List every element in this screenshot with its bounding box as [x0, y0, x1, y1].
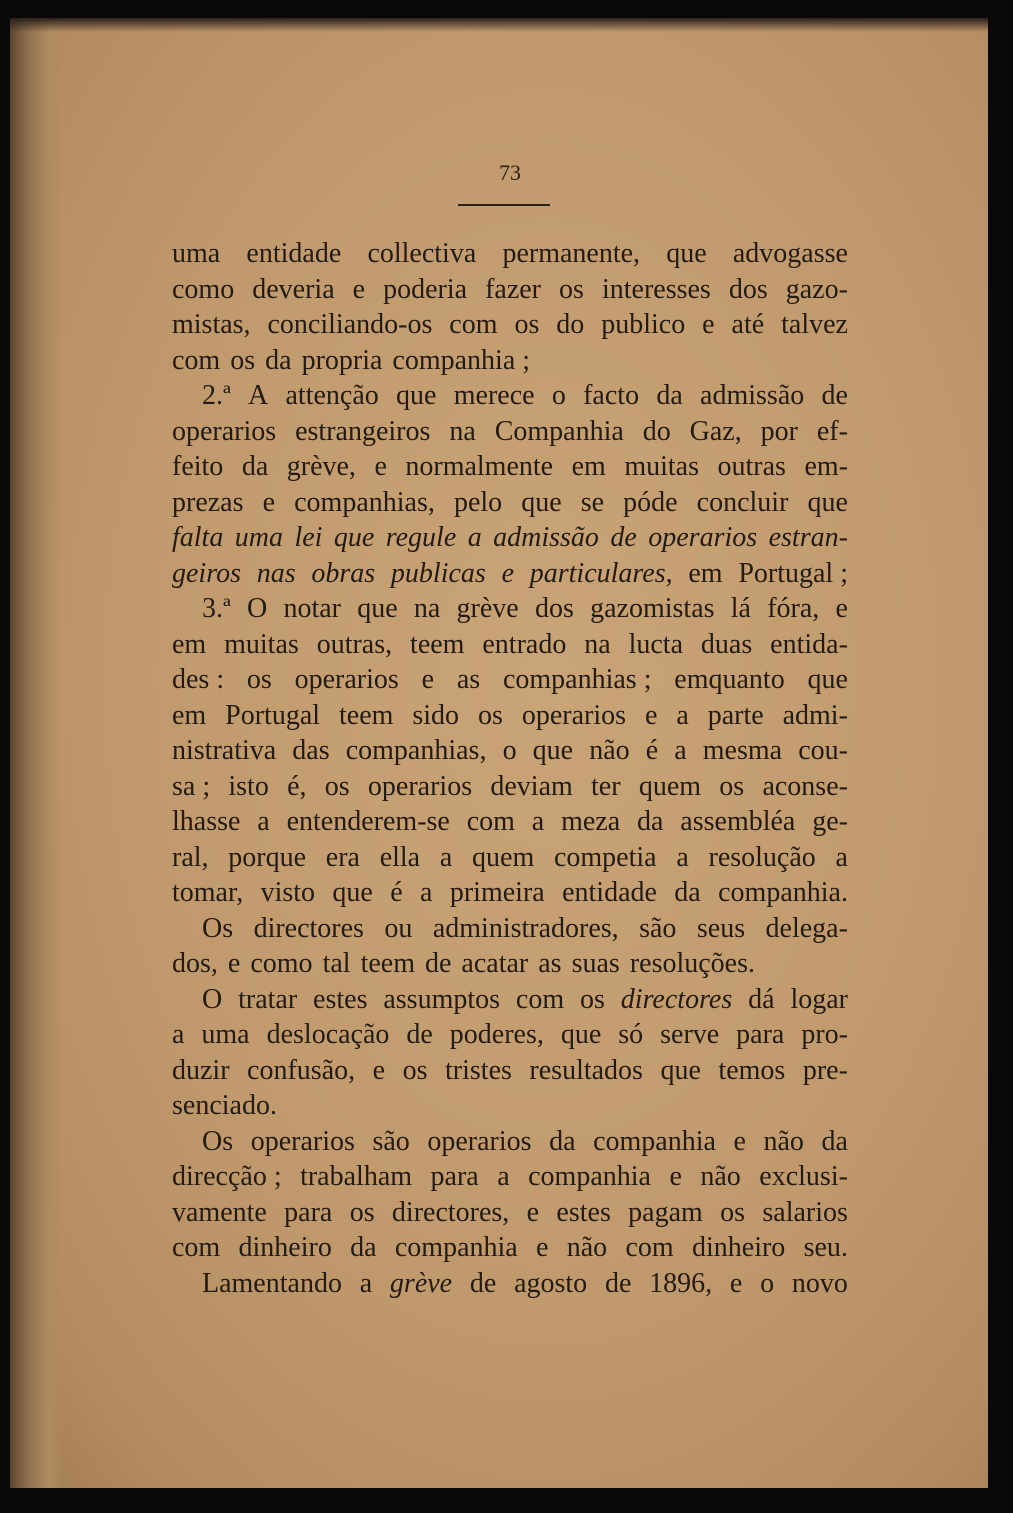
word: prezas — [172, 486, 244, 518]
word: a — [467, 522, 482, 553]
text-line — [172, 1053, 848, 1089]
word: estran- — [768, 522, 848, 553]
word: os — [349, 1196, 375, 1228]
text-line — [172, 627, 848, 663]
text-line — [172, 733, 848, 769]
word: são — [639, 912, 677, 944]
word: de — [604, 1267, 632, 1299]
word: 1896, — [649, 1267, 713, 1299]
word: porque — [228, 841, 307, 873]
word: gazomistas — [590, 593, 715, 624]
page-number: 73 — [499, 160, 521, 185]
word: e — [733, 1125, 746, 1157]
word: operarios — [250, 1125, 355, 1157]
word: ef- — [816, 415, 848, 447]
word: em- — [804, 451, 848, 482]
word: administradores, — [432, 912, 619, 944]
word: é — [390, 877, 403, 908]
word: temos — [718, 1054, 786, 1086]
word: na — [413, 593, 441, 624]
word: collectiva — [367, 238, 477, 269]
word: é — [645, 735, 659, 766]
word: assembléa — [680, 806, 796, 837]
word: em — [172, 628, 207, 660]
word: directores — [253, 912, 364, 944]
text-line — [172, 378, 848, 414]
word: estrangeiros — [295, 415, 431, 447]
word: e — [374, 451, 387, 482]
text-line — [172, 946, 848, 982]
book-page — [10, 18, 988, 1488]
word: a — [835, 841, 848, 873]
word: teem — [360, 948, 415, 979]
word: parte — [707, 699, 764, 731]
word: notar — [283, 593, 341, 624]
word: duas — [700, 628, 753, 660]
word: O — [246, 593, 268, 624]
word: que — [807, 664, 848, 695]
word: da — [265, 344, 292, 376]
word: e — [227, 948, 241, 979]
word: para — [430, 1161, 479, 1192]
word: e — [262, 486, 276, 518]
word: os — [580, 983, 605, 1015]
word: dinheiro — [238, 1232, 332, 1263]
word: a — [676, 699, 689, 731]
text-line — [172, 449, 848, 485]
word: operarios — [648, 522, 758, 553]
word: a — [420, 877, 433, 908]
word: que — [666, 238, 707, 269]
word: advogasse — [732, 238, 848, 269]
word: ge- — [812, 806, 848, 837]
word: assumptos — [383, 983, 501, 1015]
word: senciado. — [172, 1090, 277, 1121]
word: companhia. — [718, 877, 848, 908]
word: grève — [389, 1267, 453, 1299]
word: operarios — [294, 664, 399, 695]
text-line — [172, 1159, 848, 1195]
word: cou- — [798, 735, 848, 766]
word: tristes — [445, 1054, 512, 1086]
word: uma — [234, 522, 284, 553]
word: teem — [338, 699, 394, 731]
word: operarios — [172, 415, 277, 447]
word: das — [292, 735, 330, 766]
word: dos — [728, 273, 768, 305]
text-line — [172, 698, 848, 734]
word: logar — [790, 983, 848, 1015]
word: dos — [534, 593, 574, 624]
word: admi- — [782, 699, 848, 731]
text-line — [172, 520, 848, 556]
word: a — [676, 841, 689, 873]
text-line — [172, 1266, 848, 1302]
word: facto — [583, 380, 640, 411]
word: o — [551, 380, 566, 411]
word: delega- — [765, 912, 848, 944]
word: regule — [385, 522, 457, 553]
word: na — [449, 415, 476, 447]
word: em — [688, 557, 723, 589]
word: como — [250, 948, 313, 979]
word: com — [625, 1232, 674, 1263]
text-line — [172, 236, 848, 272]
word: mesma — [702, 735, 783, 766]
word: deslocação — [266, 1019, 390, 1050]
word: admissão — [700, 380, 805, 411]
word: operarios — [521, 699, 626, 731]
word: de — [424, 948, 452, 979]
word: a — [439, 841, 453, 873]
word: outras, — [316, 628, 393, 660]
header-rule — [458, 204, 550, 206]
word: Companhia — [494, 415, 624, 447]
word: agosto — [514, 1267, 588, 1299]
page-top-edge — [10, 18, 988, 32]
word: que — [660, 1054, 701, 1086]
word: companhias, — [294, 486, 435, 518]
word: póde — [623, 486, 678, 518]
word: Lamentando — [202, 1267, 342, 1299]
word: confusão, — [247, 1054, 356, 1086]
word: que — [807, 486, 848, 518]
word: conciliando-os — [267, 309, 433, 340]
word: feito — [172, 451, 224, 482]
word: particulares, — [529, 557, 673, 589]
word: acatar — [461, 948, 529, 979]
text-line — [172, 911, 848, 947]
word: muitas — [624, 451, 699, 482]
word: attenção — [285, 380, 379, 411]
word: e — [352, 273, 366, 305]
word: não — [700, 1161, 741, 1192]
word: para — [284, 1196, 333, 1228]
word: dinheiro — [691, 1232, 786, 1263]
word: da — [637, 806, 664, 837]
word: as — [538, 948, 562, 979]
word: dos, — [172, 948, 218, 979]
text-line — [172, 1195, 848, 1231]
word: novo — [791, 1267, 848, 1299]
word: seus — [696, 912, 746, 944]
word: a — [359, 1267, 373, 1299]
word: que — [357, 593, 398, 624]
word: admissão — [493, 522, 599, 553]
word: é, — [287, 770, 307, 802]
word: competia — [553, 841, 657, 873]
word: não — [763, 1125, 804, 1157]
word: geiros — [172, 557, 241, 589]
word: falta — [172, 522, 224, 553]
word: lei — [294, 522, 323, 553]
word: da — [656, 380, 683, 411]
word: tratar — [238, 983, 298, 1015]
word: até — [731, 309, 765, 340]
word: e — [501, 557, 514, 589]
word: aconse- — [762, 770, 848, 802]
word: 3.ª — [202, 593, 231, 624]
word: nas — [256, 557, 296, 589]
text-line — [172, 307, 848, 343]
word: com — [515, 983, 565, 1015]
word: quem — [472, 841, 535, 873]
word: e — [526, 1196, 540, 1228]
word: seu. — [803, 1232, 848, 1263]
word: ter — [591, 770, 621, 802]
word: a — [531, 806, 545, 837]
word: da — [821, 1125, 848, 1157]
text-line — [172, 1017, 848, 1053]
text-line — [172, 556, 848, 592]
word: salarios — [762, 1196, 848, 1228]
word: resolução — [708, 841, 816, 873]
word: do — [642, 415, 671, 447]
word: primeira — [449, 877, 545, 908]
word: publico — [601, 309, 686, 340]
word: poderia — [383, 273, 468, 305]
word: entida- — [770, 628, 848, 660]
word: e — [644, 699, 658, 731]
word: dá — [748, 983, 775, 1015]
word: entenderem-se — [286, 806, 450, 837]
word: sido — [412, 699, 460, 731]
text-line — [172, 485, 848, 521]
word: concluir — [696, 486, 789, 518]
word: grève — [456, 593, 519, 624]
word: que — [396, 380, 437, 411]
word: A — [248, 380, 269, 411]
word: ral, — [172, 841, 209, 873]
word: e — [536, 1232, 549, 1263]
word: não — [589, 735, 630, 766]
word: propria — [301, 344, 383, 376]
word: entidade — [562, 877, 657, 908]
word: talvez — [781, 309, 848, 340]
word: era — [325, 841, 360, 873]
word: a — [172, 1019, 185, 1050]
word: como — [172, 273, 235, 305]
word: companhia — [593, 1125, 716, 1157]
text-line — [172, 343, 848, 379]
word: e — [835, 593, 848, 624]
word: e — [729, 1267, 743, 1299]
word: os — [402, 1054, 428, 1086]
word: do — [556, 309, 585, 340]
word: para — [736, 1019, 785, 1050]
word: direcção ; — [172, 1161, 282, 1192]
word: que — [333, 522, 375, 553]
word: os — [514, 309, 540, 340]
word: outras — [717, 451, 786, 482]
word: tal — [322, 948, 351, 979]
word: de — [406, 1019, 433, 1050]
word: companhias ; — [502, 664, 652, 695]
text-line — [172, 1230, 848, 1266]
word: teem — [410, 628, 465, 660]
word: a — [257, 806, 270, 837]
word: ou — [384, 912, 413, 944]
word: pagam — [628, 1196, 703, 1228]
text-line — [172, 272, 848, 308]
word: na — [584, 628, 611, 660]
word: o — [502, 735, 517, 766]
word: vamente — [172, 1196, 267, 1228]
text-line — [172, 840, 848, 876]
word: de — [610, 522, 637, 553]
word: são — [372, 1125, 410, 1157]
word: deviam — [490, 770, 573, 802]
word: duzir — [172, 1054, 230, 1086]
text-line — [172, 982, 848, 1018]
word: nistrativa — [172, 735, 277, 766]
word: companhia ; — [392, 344, 531, 376]
text-line — [172, 804, 848, 840]
word: Gaz, — [689, 415, 742, 447]
word: uma — [172, 238, 221, 269]
word: da — [674, 877, 701, 908]
word: visto — [260, 877, 316, 908]
word: com — [172, 344, 221, 376]
word: directores, — [391, 1196, 510, 1228]
word: os — [559, 273, 584, 305]
page-spine-shadow — [10, 18, 62, 1488]
word: grève, — [286, 451, 356, 482]
word: emquanto — [674, 664, 785, 695]
word: fazer — [485, 273, 542, 305]
word: não — [566, 1232, 608, 1263]
word: Portugal — [225, 699, 321, 731]
word: em — [571, 451, 606, 482]
word: interesses — [601, 273, 711, 305]
word: e — [372, 1054, 386, 1086]
word: merece — [453, 380, 535, 411]
word: o — [760, 1267, 775, 1299]
text-line — [172, 1124, 848, 1160]
word: tomar, — [172, 877, 244, 908]
word: companhias, — [345, 735, 487, 766]
word: os — [477, 699, 503, 731]
word: gazo- — [785, 273, 848, 305]
word: normalmente — [405, 451, 554, 482]
word: que — [521, 486, 562, 518]
word: as — [456, 664, 481, 695]
word: Os — [202, 1125, 234, 1157]
word: de — [821, 380, 848, 411]
text-line — [172, 662, 848, 698]
word: permanente, — [502, 238, 641, 269]
word: entrado — [482, 628, 567, 660]
word: por — [760, 415, 798, 447]
word: pro- — [801, 1019, 848, 1050]
word: de — [469, 1267, 497, 1299]
word: publicas — [390, 557, 486, 589]
text-line — [172, 875, 848, 911]
word: lá — [730, 593, 751, 624]
word: com — [466, 806, 515, 837]
word: deveria — [252, 273, 335, 305]
word: pre- — [802, 1054, 848, 1086]
word: 2.ª — [202, 380, 231, 411]
word: se — [580, 486, 605, 518]
word: lhasse — [172, 806, 241, 837]
word: mistas, — [172, 309, 251, 340]
word: operarios — [427, 1125, 532, 1157]
word: companhia — [394, 1232, 518, 1263]
word: da — [549, 1125, 576, 1157]
word: exclusi- — [759, 1161, 848, 1192]
word: a — [674, 735, 687, 766]
word: lucta — [628, 628, 684, 660]
word: serve — [660, 1019, 720, 1050]
word: da — [350, 1232, 377, 1263]
word: estes — [556, 1196, 611, 1228]
word: isto — [228, 770, 269, 802]
word: os — [230, 344, 256, 376]
word: os — [246, 664, 272, 695]
text-line — [172, 591, 848, 627]
word: e — [702, 309, 715, 340]
word: Portugal ; — [738, 557, 848, 589]
word: muitas — [224, 628, 299, 660]
word: os — [719, 770, 745, 802]
word: quem — [638, 770, 702, 802]
word: resoluções. — [629, 948, 755, 979]
word: que — [560, 1019, 602, 1050]
word: ella — [379, 841, 421, 873]
word: e — [421, 664, 435, 695]
word: os — [720, 1196, 746, 1228]
word: só — [618, 1019, 644, 1050]
text-line — [172, 769, 848, 805]
word: directores — [620, 983, 733, 1015]
word: des : — [172, 664, 225, 695]
word: O — [202, 983, 223, 1015]
word: a — [497, 1161, 510, 1192]
word: operarios — [367, 770, 473, 802]
word: suas — [571, 948, 620, 979]
word: da — [241, 451, 269, 482]
word: sa ; — [172, 770, 211, 802]
word: entidade — [246, 238, 342, 269]
word: obras — [311, 557, 376, 589]
text-line — [172, 414, 848, 450]
word: companhia — [528, 1161, 651, 1192]
word: pelo — [453, 486, 503, 518]
word: uma — [201, 1019, 250, 1050]
word: que — [532, 735, 574, 766]
word: em — [172, 699, 207, 731]
word: e — [669, 1161, 682, 1192]
word: com — [449, 309, 498, 340]
word: meza — [561, 806, 621, 837]
word: os — [324, 770, 350, 802]
text-line — [172, 1088, 848, 1124]
word: estes — [313, 983, 368, 1015]
word: poderes, — [449, 1019, 544, 1050]
body-text — [172, 236, 848, 1301]
word: fóra, — [767, 593, 820, 624]
word: com — [172, 1232, 221, 1263]
word: resultados — [529, 1054, 643, 1086]
word: Os — [202, 912, 234, 944]
word: que — [332, 877, 373, 908]
word: trabalham — [300, 1161, 413, 1192]
